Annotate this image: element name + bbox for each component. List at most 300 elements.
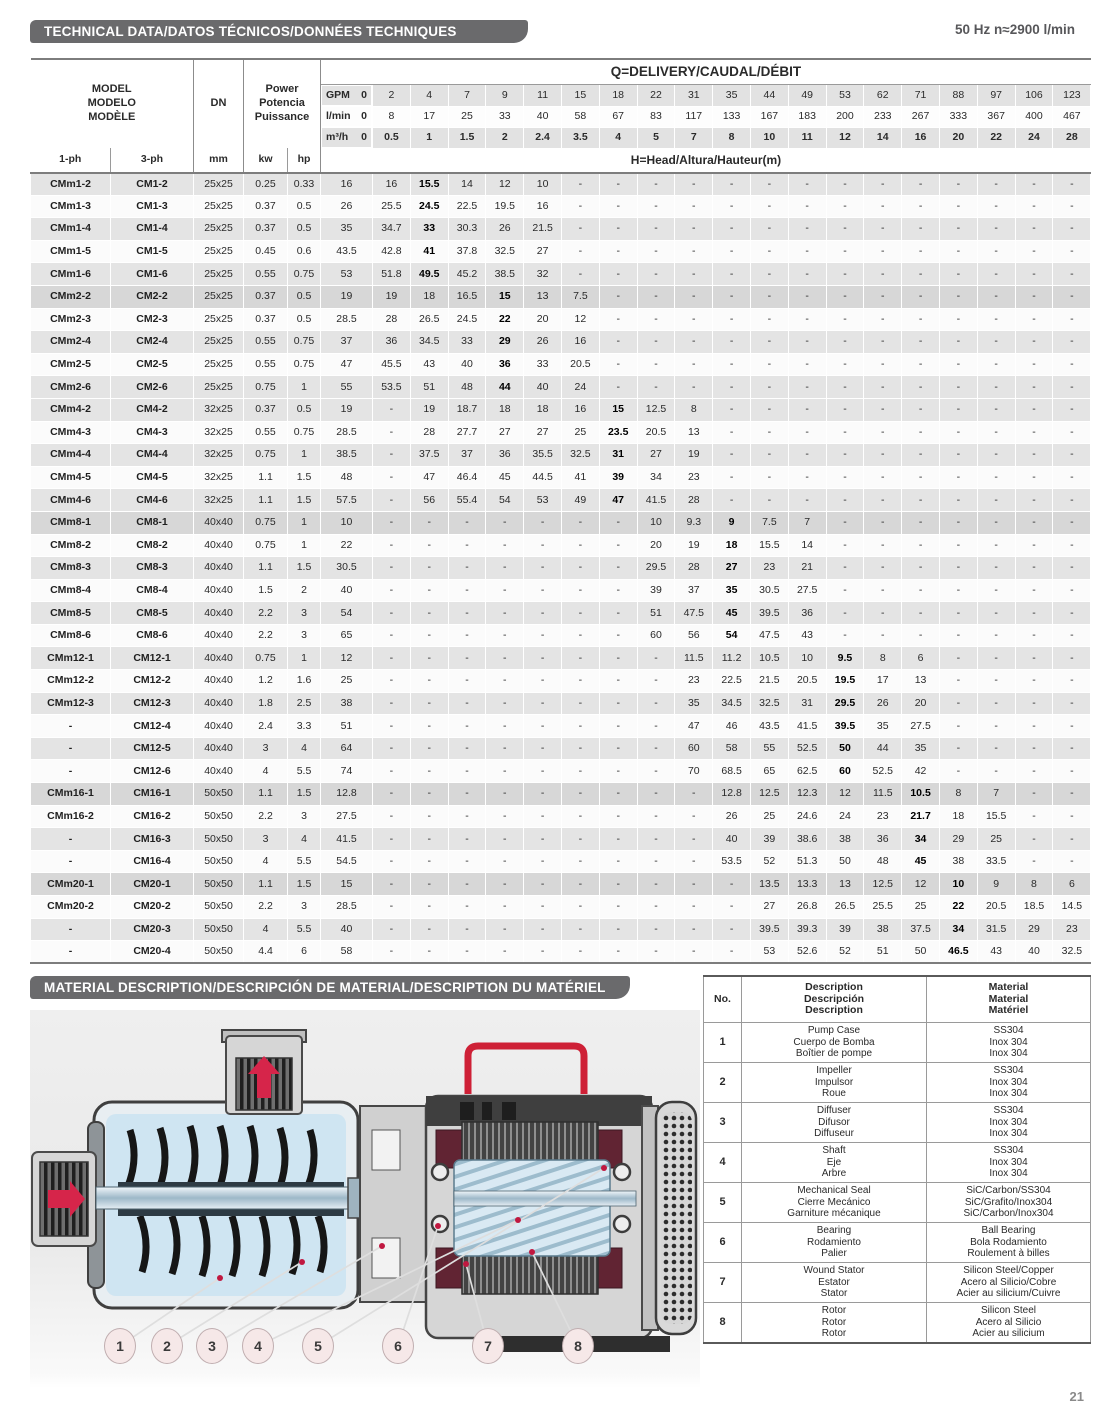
table-cell: - [373, 692, 411, 715]
table-cell: - [675, 218, 713, 241]
table-cell: 1 [410, 127, 448, 148]
table-cell: 4.4 [244, 941, 288, 964]
table-cell: 17 [410, 106, 448, 127]
table-cell: - [410, 692, 448, 715]
table-cell: - [31, 737, 111, 760]
table-cell: - [1015, 285, 1053, 308]
table-cell: - [1015, 647, 1053, 670]
table-cell: - [788, 353, 826, 376]
table-cell: - [1053, 285, 1091, 308]
table-cell: 31 [788, 692, 826, 715]
table-cell: - [448, 918, 486, 941]
table-cell: - [750, 489, 788, 512]
table-cell: 12.5 [864, 873, 902, 896]
table-cell: 19.5 [826, 670, 864, 693]
unit-label-cell: l/min 0 [321, 106, 372, 127]
table-row [31, 466, 1091, 489]
table-cell: CM20-4 [111, 941, 194, 964]
table-cell: - [864, 489, 902, 512]
table-cell: - [637, 737, 675, 760]
table-cell: 24 [562, 376, 600, 399]
table-cell: - [788, 398, 826, 421]
table-cell: - [977, 760, 1015, 783]
power-header: Power Potencia Puissance [244, 59, 321, 148]
table-cell: - [1015, 421, 1053, 444]
table-cell: 4 [410, 85, 448, 107]
table-cell: 2 [704, 1063, 742, 1103]
table-cell: - [902, 331, 940, 354]
table-cell: - [562, 715, 600, 738]
table-cell: - [373, 398, 411, 421]
table-cell: 1.1 [244, 557, 288, 580]
table-cell: 50 [826, 850, 864, 873]
table-cell: 52.5 [864, 760, 902, 783]
material-description-title: MATERIAL DESCRIPTION/DESCRIPCIÓN DE MATERIAL/DESCRIPTION DU MATÉRIEL [44, 980, 606, 995]
table-cell: 4 [599, 127, 637, 148]
table-cell: - [713, 195, 751, 218]
table-cell: 38.5 [321, 444, 373, 467]
table-cell: CM12-6 [111, 760, 194, 783]
table-cell: - [864, 218, 902, 241]
table-cell: - [675, 285, 713, 308]
table-cell: - [939, 195, 977, 218]
table-cell: 40x40 [194, 511, 244, 534]
table-cell: CM1-4 [111, 218, 194, 241]
table-cell: - [448, 511, 486, 534]
table-cell: - [1015, 579, 1053, 602]
table-cell: - [410, 670, 448, 693]
table-cell: 8 [373, 106, 411, 127]
table-cell: - [486, 692, 524, 715]
table-cell: 22 [939, 896, 977, 919]
table-cell: 15.5 [750, 534, 788, 557]
table-cell: - [373, 444, 411, 467]
table-cell: 0.75 [244, 534, 288, 557]
table-cell: 10 [750, 127, 788, 148]
table-cell: - [1015, 828, 1053, 851]
table-cell: 3 [244, 828, 288, 851]
table-cell: 16.5 [448, 285, 486, 308]
table-cell: 47.5 [750, 624, 788, 647]
table-cell: 25x25 [194, 285, 244, 308]
table-cell: - [637, 805, 675, 828]
table-cell: - [939, 263, 977, 286]
table-cell: - [599, 534, 637, 557]
table-cell: - [599, 760, 637, 783]
table-cell: - [1053, 624, 1091, 647]
table-cell: - [826, 376, 864, 399]
table-cell: - [599, 331, 637, 354]
table-cell: 1 [704, 1023, 742, 1063]
table-cell: - [1053, 511, 1091, 534]
table-cell: - [826, 263, 864, 286]
table-cell: - [713, 918, 751, 941]
table-cell: 23 [675, 670, 713, 693]
table-cell: - [1053, 421, 1091, 444]
table-cell: - [750, 444, 788, 467]
table-cell: 45 [902, 850, 940, 873]
table-cell: - [939, 421, 977, 444]
table-cell: 8 [864, 647, 902, 670]
table-cell: - [788, 308, 826, 331]
table-cell: 22 [977, 127, 1015, 148]
table-cell: 36 [864, 828, 902, 851]
table-cell: - [788, 421, 826, 444]
table-cell: 46.4 [448, 466, 486, 489]
table-cell: - [1015, 331, 1053, 354]
table-cell: - [977, 376, 1015, 399]
table-cell: 44 [864, 737, 902, 760]
table-cell: 23 [675, 466, 713, 489]
table-cell: 20.5 [977, 896, 1015, 919]
table-cell: 41 [410, 240, 448, 263]
table-cell: - [939, 511, 977, 534]
table-cell: - [1015, 308, 1053, 331]
table-cell: - [826, 602, 864, 625]
table-cell: - [788, 263, 826, 286]
table-cell: 22 [486, 308, 524, 331]
table-cell: 18.5 [1015, 896, 1053, 919]
table-cell: 0.75 [288, 263, 321, 286]
table-cell: - [1015, 715, 1053, 738]
table-cell: - [1015, 218, 1053, 241]
table-row [31, 376, 1091, 399]
table-cell: 1 [288, 647, 321, 670]
table-cell: - [675, 195, 713, 218]
table-cell: 40x40 [194, 692, 244, 715]
table-cell: 19 [321, 285, 373, 308]
table-cell: 25x25 [194, 376, 244, 399]
table-cell: - [524, 873, 562, 896]
table-cell: 50x50 [194, 941, 244, 964]
table-cell: 123 [1053, 85, 1091, 107]
table-cell: 25x25 [194, 218, 244, 241]
table-cell: CM1-3 [111, 195, 194, 218]
table-cell: - [373, 828, 411, 851]
material-table [703, 975, 1091, 1344]
table-cell: - [637, 715, 675, 738]
material-material-cell: SiC/Carbon/SS304 SiC/Grafito/Inox304 SiC/Carbon/Inox304 [927, 1183, 1091, 1223]
table-cell: - [1053, 715, 1091, 738]
table-cell: 50x50 [194, 873, 244, 896]
table-cell: 200 [826, 106, 864, 127]
table-cell: - [1015, 173, 1053, 196]
table-cell: CM1-2 [111, 173, 194, 196]
table-cell: - [864, 557, 902, 580]
table-cell: - [864, 579, 902, 602]
table-cell: 32.5 [562, 444, 600, 467]
table-cell: 0.75 [244, 444, 288, 467]
table-cell: 0.5 [288, 308, 321, 331]
table-cell: - [599, 173, 637, 196]
table-cell: 0.33 [288, 173, 321, 196]
table-cell: 62 [864, 85, 902, 107]
table-cell: 27.5 [788, 579, 826, 602]
table-cell: - [1053, 737, 1091, 760]
table-cell: 35 [675, 692, 713, 715]
table-row [31, 602, 1091, 625]
table-cell: 39 [637, 579, 675, 602]
table-cell: 71 [902, 85, 940, 107]
table-cell: - [788, 376, 826, 399]
table-cell: - [713, 285, 751, 308]
table-cell: - [1015, 692, 1053, 715]
table-cell: 14.5 [1053, 896, 1091, 919]
table-cell: - [1015, 398, 1053, 421]
table-cell: - [637, 376, 675, 399]
table-cell: 26 [321, 195, 373, 218]
table-cell: - [524, 737, 562, 760]
table-cell: - [977, 331, 1015, 354]
table-cell: - [562, 783, 600, 806]
material-material-cell: SS304 Inox 304 Inox 304 [927, 1023, 1091, 1063]
table-cell: 11 [788, 127, 826, 148]
table-cell: - [675, 873, 713, 896]
table-cell: 133 [713, 106, 751, 127]
table-cell: CM20-1 [111, 873, 194, 896]
table-cell: CM8-4 [111, 579, 194, 602]
table-cell: - [562, 624, 600, 647]
table-cell: - [902, 466, 940, 489]
table-cell: 6 [704, 1223, 742, 1263]
table-cell: - [1053, 579, 1091, 602]
table-cell: CM1-6 [111, 263, 194, 286]
table-cell: - [562, 579, 600, 602]
table-cell: - [675, 828, 713, 851]
table-cell: - [562, 850, 600, 873]
table-cell: - [902, 534, 940, 557]
table-cell: - [373, 579, 411, 602]
table-cell: - [448, 760, 486, 783]
table-cell: 28 [373, 308, 411, 331]
table-cell: - [373, 760, 411, 783]
table-cell: 19.5 [486, 195, 524, 218]
table-cell: 16 [562, 398, 600, 421]
table-cell: CM2-6 [111, 376, 194, 399]
table-cell: 35.5 [524, 444, 562, 467]
table-cell: CMm2-6 [31, 376, 111, 399]
table-cell: 42.8 [373, 240, 411, 263]
table-cell: - [1053, 398, 1091, 421]
column-header-row [31, 148, 1091, 173]
table-cell: 32x25 [194, 489, 244, 512]
table-cell: - [599, 850, 637, 873]
table-cell: - [599, 670, 637, 693]
table-cell: 12.8 [321, 783, 373, 806]
table-cell: 55 [321, 376, 373, 399]
table-cell: 12 [826, 783, 864, 806]
table-cell: 40x40 [194, 670, 244, 693]
table-cell: - [939, 489, 977, 512]
part-callout-8: 8 [562, 1328, 594, 1364]
table-cell: - [599, 918, 637, 941]
table-cell: 6 [902, 647, 940, 670]
table-cell: - [977, 466, 1015, 489]
table-cell: - [675, 240, 713, 263]
table-cell: - [486, 511, 524, 534]
table-cell: 36 [486, 353, 524, 376]
table-cell: - [599, 195, 637, 218]
table-cell: 3.3 [288, 715, 321, 738]
table-cell: - [599, 896, 637, 919]
table-cell: CMm8-2 [31, 534, 111, 557]
table-cell: - [486, 873, 524, 896]
table-cell: - [637, 918, 675, 941]
table-cell: 9 [486, 85, 524, 107]
table-cell: 58 [321, 941, 373, 964]
table-cell: 50x50 [194, 896, 244, 919]
table-row [31, 647, 1091, 670]
table-cell: 3 [288, 805, 321, 828]
table-cell: 2.2 [244, 805, 288, 828]
table-cell: - [977, 398, 1015, 421]
table-cell: 27 [524, 421, 562, 444]
table-cell: 14 [448, 173, 486, 196]
table-cell: 36 [373, 331, 411, 354]
table-cell: 7.5 [750, 511, 788, 534]
table-cell: - [1053, 353, 1091, 376]
table-cell: 1.1 [244, 466, 288, 489]
table-cell: - [1015, 466, 1053, 489]
table-cell: 22 [637, 85, 675, 107]
table-cell: 51 [321, 715, 373, 738]
table-cell: 39.5 [750, 602, 788, 625]
table-cell: 0.5 [288, 398, 321, 421]
table-cell: 48 [864, 850, 902, 873]
table-row [31, 918, 1091, 941]
table-cell: 35 [321, 218, 373, 241]
material-description-cell: Pump Case Cuerpo de Bomba Boîtier de pompe [742, 1023, 927, 1063]
table-cell: - [826, 331, 864, 354]
table-cell: - [486, 850, 524, 873]
table-cell: 40 [713, 828, 751, 851]
table-cell: - [448, 737, 486, 760]
table-cell: - [524, 896, 562, 919]
table-cell: - [864, 466, 902, 489]
table-cell: 29 [486, 331, 524, 354]
table-cell: 12 [562, 308, 600, 331]
table-cell: 40x40 [194, 557, 244, 580]
table-cell: 40x40 [194, 579, 244, 602]
table-cell: 11 [524, 85, 562, 107]
table-cell: 0.75 [288, 353, 321, 376]
table-cell: 1 [288, 444, 321, 467]
table-cell: 32.5 [750, 692, 788, 715]
table-cell: 65 [321, 624, 373, 647]
table-cell: - [750, 376, 788, 399]
table-cell: CMm2-5 [31, 353, 111, 376]
table-cell: - [675, 376, 713, 399]
table-cell: CMm2-2 [31, 285, 111, 308]
table-cell: - [713, 489, 751, 512]
table-cell: 16 [321, 173, 373, 196]
table-cell: 30.3 [448, 218, 486, 241]
table-cell: - [713, 873, 751, 896]
table-cell: 51.8 [373, 263, 411, 286]
table-cell: - [373, 873, 411, 896]
table-cell: 0.75 [288, 331, 321, 354]
table-cell: - [637, 783, 675, 806]
table-cell: - [599, 828, 637, 851]
table-cell: 47.5 [675, 602, 713, 625]
table-cell: 34.5 [410, 331, 448, 354]
table-cell: 1.5 [288, 489, 321, 512]
table-cell: - [524, 670, 562, 693]
table-cell: - [902, 263, 940, 286]
table-cell: - [864, 421, 902, 444]
material-description-title-bar [30, 976, 630, 999]
table-cell: 21 [788, 557, 826, 580]
table-cell: 33 [486, 106, 524, 127]
table-cell: - [562, 534, 600, 557]
table-cell: 3.5 [562, 127, 600, 148]
table-cell: - [902, 421, 940, 444]
table-cell: - [977, 511, 1015, 534]
table-cell: - [977, 647, 1015, 670]
table-cell: - [448, 896, 486, 919]
table-cell: 2.5 [288, 692, 321, 715]
table-cell: - [562, 173, 600, 196]
table-cell: 43.5 [750, 715, 788, 738]
table-cell: - [599, 873, 637, 896]
table-cell: CMm4-4 [31, 444, 111, 467]
table-cell: 26 [524, 331, 562, 354]
motor-section [426, 1046, 696, 1352]
table-row [31, 737, 1091, 760]
table-cell: 1.1 [244, 873, 288, 896]
table-cell: 0.5 [288, 195, 321, 218]
table-cell: CM16-1 [111, 783, 194, 806]
table-cell: - [1053, 173, 1091, 196]
table-cell: 47 [321, 353, 373, 376]
table-cell: 15.5 [410, 173, 448, 196]
table-row [31, 850, 1091, 873]
table-cell: 20.5 [637, 421, 675, 444]
table-cell: 18 [524, 398, 562, 421]
table-cell: 1.2 [244, 670, 288, 693]
table-cell: - [524, 647, 562, 670]
table-cell: 4 [244, 918, 288, 941]
table-row [31, 670, 1091, 693]
table-cell: 67 [599, 106, 637, 127]
table-cell: - [826, 421, 864, 444]
table-cell: - [675, 173, 713, 196]
table-cell: 68.5 [713, 760, 751, 783]
table-row [31, 534, 1091, 557]
table-cell: - [599, 715, 637, 738]
table-cell: 45 [486, 466, 524, 489]
table-cell: - [373, 670, 411, 693]
table-cell: 37.8 [448, 240, 486, 263]
table-cell: - [826, 534, 864, 557]
table-cell: 21.5 [750, 670, 788, 693]
table-cell: - [977, 263, 1015, 286]
table-cell: - [599, 218, 637, 241]
table-cell: - [1053, 263, 1091, 286]
table-cell: - [599, 376, 637, 399]
material-description-cell: Rotor Rotor Rotor [742, 1303, 927, 1343]
table-row [31, 783, 1091, 806]
table-cell: - [902, 557, 940, 580]
table-cell: 39 [750, 828, 788, 851]
table-cell: 51 [410, 376, 448, 399]
table-cell: - [675, 941, 713, 964]
table-cell: - [977, 444, 1015, 467]
table-cell: - [977, 737, 1015, 760]
table-cell: 60 [637, 624, 675, 647]
table-cell: 4 [288, 828, 321, 851]
table-cell: 31 [675, 85, 713, 107]
